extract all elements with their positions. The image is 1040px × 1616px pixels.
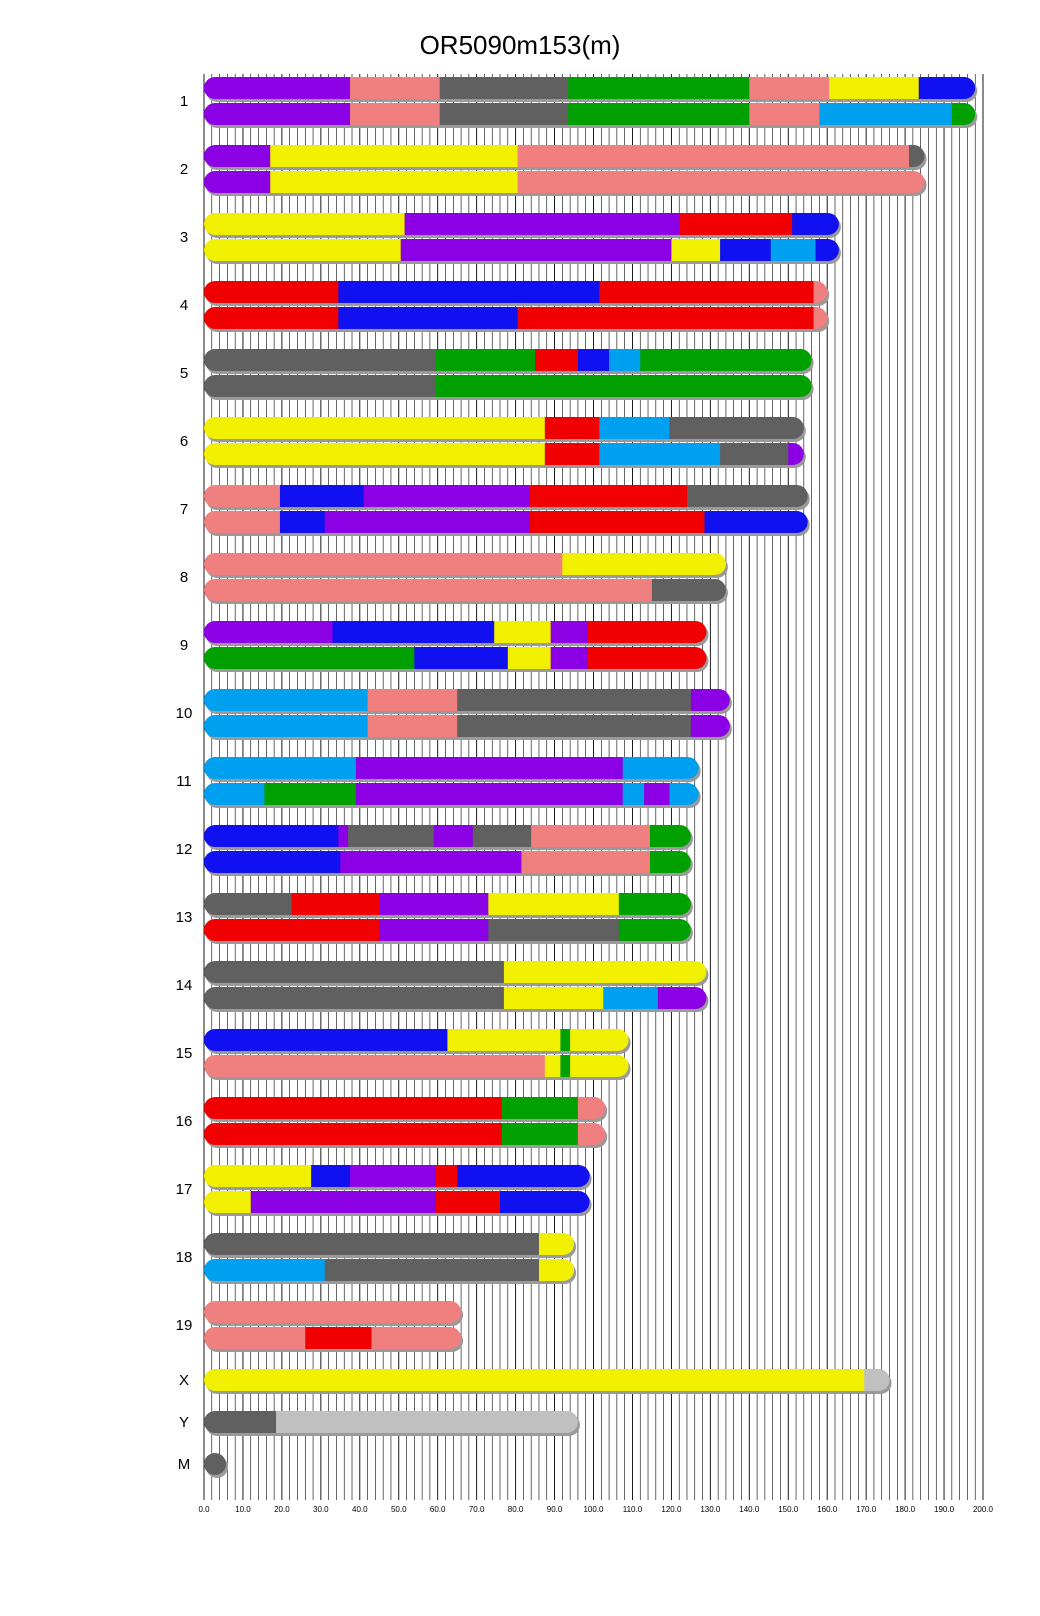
segment-purple [691,715,730,737]
segment-gray [473,825,532,847]
segment-gray [348,825,434,847]
segment-purple [251,1191,436,1213]
segment-salmon [204,511,280,533]
segment-purple [691,689,730,711]
segment-yellow [204,417,545,439]
segment-red [535,349,578,371]
segment-red [204,919,380,941]
segment-purple [405,213,680,235]
segment-blue [338,281,599,303]
segment-blue [414,647,508,669]
segment-blue [280,511,325,533]
segment-blue [720,239,771,261]
segment-green [568,103,750,125]
segment-salmon [578,1123,606,1145]
chromosome-label: 14 [175,977,193,994]
segment-salmon [204,485,280,507]
segment-red [436,1165,458,1187]
chromosome-label: 19 [175,1317,193,1334]
chromosome-label: 8 [179,569,189,586]
segment-gray [720,443,789,465]
segment-purple [325,511,530,533]
segment-salmon [521,851,650,873]
segment-purple [204,103,350,125]
segment-red [292,893,380,915]
segment-salmon [749,103,820,125]
segment-purple [551,647,588,669]
segment-red [545,443,600,465]
segment-salmon [204,1055,545,1077]
segment-lightgray [864,1369,890,1391]
chromosome-label: 15 [175,1045,193,1062]
segment-yellow [539,1233,574,1255]
segment-green [619,893,691,915]
segment-red [588,647,707,669]
x-tick-label: 130.0 [700,1505,721,1514]
x-tick-label: 150.0 [778,1505,799,1514]
segment-blue [457,1165,590,1187]
segment-salmon [204,1301,461,1323]
segment-salmon [204,1327,306,1349]
x-tick-label: 40.0 [352,1505,368,1514]
segment-purple [204,621,333,643]
x-axis-ticks [198,1505,993,1514]
segment-green [619,919,691,941]
haplotype-bar [204,1097,606,1119]
segment-skyblue [609,349,641,371]
chromosome-label: 5 [179,365,189,382]
haplotype-bar [204,485,808,507]
segment-gray [488,919,619,941]
haplotype-bar [204,893,691,915]
haplotype-bar [204,1029,629,1051]
segment-purple [644,783,670,805]
chromosome-label: 12 [175,841,193,858]
segment-skyblue [623,783,645,805]
segment-blue [204,1029,448,1051]
segment-skyblue [623,757,699,779]
segment-salmon [350,77,440,99]
chromosome-label: 4 [179,297,189,314]
segment-red [204,1123,502,1145]
segment-salmon [204,579,652,601]
segment-skyblue [204,689,368,711]
x-tick-label: 50.0 [390,1505,407,1514]
haplotype-bar [204,647,707,669]
segment-red [599,281,814,303]
haplotype-bar [204,1165,590,1187]
segment-green [560,1055,570,1077]
segment-yellow [204,213,405,235]
segment-blue [333,621,495,643]
segment-yellow [504,961,707,983]
segment-purple [551,621,588,643]
chromosome-label: 2 [179,161,189,178]
segment-purple [338,825,348,847]
chromosome-label: 7 [179,501,189,518]
segment-salmon [578,1097,606,1119]
segment-yellow [270,145,518,167]
haplotype-bar [204,349,812,371]
segment-gray [652,579,726,601]
segment-red [204,307,339,329]
segment-yellow [488,893,619,915]
segment-purple [658,987,707,1009]
x-tick-label: 90.0 [546,1505,563,1514]
haplotype-bar [204,213,839,235]
segment-lightgray [276,1411,578,1433]
segment-yellow [829,77,919,99]
haplotype-bar [204,851,691,873]
haplotype-bar [204,715,730,737]
segment-blue [338,307,518,329]
segment-blue [578,349,610,371]
chromosome-label: 9 [179,637,189,654]
segment-green [560,1029,570,1051]
x-tick-label: 190.0 [934,1505,955,1514]
haplotype-bar [204,443,804,465]
segment-gray [440,103,569,125]
x-tick-label: 0.0 [198,1505,210,1514]
segment-blue [705,511,809,533]
segment-green [204,647,415,669]
segment-gray [204,987,504,1009]
segment-skyblue [204,1259,325,1281]
haplotype-bar [204,689,730,711]
segment-yellow [494,621,551,643]
haplotype-bar [204,1369,890,1391]
segment-green [264,783,356,805]
chart-title: OR5090m153(m) [419,30,621,60]
segment-blue [204,825,339,847]
segment-green [502,1097,578,1119]
segment-yellow [508,647,551,669]
x-tick-label: 200.0 [972,1505,994,1514]
haplotype-bar [204,1259,574,1281]
segment-gray [204,375,436,397]
segment-purple [204,171,271,193]
segment-purple [379,919,488,941]
haplotype-bar [204,783,699,805]
segment-salmon [204,553,563,575]
x-tick-label: 20.0 [274,1505,290,1514]
segment-yellow [562,553,726,575]
segment-yellow [671,239,720,261]
segment-gray [204,1411,276,1433]
segment-yellow [204,239,401,261]
segment-yellow [447,1029,560,1051]
segment-red [529,485,687,507]
segment-salmon [350,103,440,125]
haplotype-bar [204,103,976,125]
segment-green [436,375,812,397]
segment-purple [379,893,488,915]
segment-purple [356,783,623,805]
haplotype-bar [204,621,707,643]
haplotype-bar [204,579,726,601]
segment-purple [434,825,473,847]
segment-purple [204,145,271,167]
segment-salmon [368,689,458,711]
x-tick-label: 60.0 [429,1505,446,1514]
chromosome-label: 16 [175,1113,193,1130]
haplotype-bar [204,281,828,303]
chromosome-label: 10 [175,705,193,722]
chromosome-label: X [178,1372,190,1389]
segment-gray [457,715,691,737]
segment-blue [816,239,840,261]
haplotype-bar [204,375,812,397]
haplotype-bar [204,417,804,439]
segment-blue [792,213,839,235]
chromosome-label: 17 [175,1181,193,1198]
chromosome-label: 13 [175,909,193,926]
segment-red [529,511,705,533]
segment-purple [204,77,350,99]
haplotype-bar [204,987,707,1009]
segment-blue [500,1191,590,1213]
segment-red [436,1191,501,1213]
haplotype-bar [204,1301,461,1323]
haplotype-bar [204,307,828,329]
x-tick-label: 120.0 [661,1505,682,1514]
x-tick-label: 70.0 [468,1505,485,1514]
x-tick-label: 110.0 [622,1505,643,1514]
segment-skyblue [599,443,720,465]
segment-salmon [531,825,650,847]
segment-purple [364,485,530,507]
segment-green [650,825,691,847]
chromosome-label: M [177,1456,191,1473]
segment-gray [204,349,436,371]
haplotype-bar [204,1055,629,1077]
segment-skyblue [204,715,368,737]
x-tick-label: 100.0 [583,1505,604,1514]
segment-gray [204,961,504,983]
segment-green [650,851,691,873]
haplotype-bar [204,77,976,99]
haplotype-bar [204,1233,574,1255]
segment-skyblue [819,103,952,125]
segment-gray [669,417,804,439]
segment-gray [204,893,292,915]
chromosome-label: 18 [175,1249,193,1266]
segment-purple [356,757,623,779]
haplotype-bar [204,239,839,261]
segment-red [204,1097,502,1119]
segment-green [640,349,812,371]
x-tick-label: 160.0 [817,1505,838,1514]
haplotype-bar [204,1327,461,1349]
segment-blue [311,1165,350,1187]
x-tick-label: 140.0 [739,1505,760,1514]
x-tick-label: 30.0 [313,1505,329,1514]
chromosome-label: 1 [179,93,189,110]
segment-green [502,1123,578,1145]
segment-yellow [204,1165,312,1187]
haplotype-bar [204,145,925,167]
segment-yellow [504,987,604,1009]
segment-yellow [204,1191,251,1213]
segment-salmon [518,145,910,167]
segment-yellow [570,1055,629,1077]
segment-skyblue [204,783,265,805]
segment-skyblue [603,987,658,1009]
segment-gray [204,1233,539,1255]
segment-green [568,77,750,99]
chromosome-label: 6 [179,433,189,450]
segment-salmon [368,715,458,737]
segment-red [588,621,707,643]
segment-gray [687,485,808,507]
x-tick-label: 180.0 [895,1505,916,1514]
segment-yellow [539,1259,574,1281]
haplotype-bar [204,511,808,533]
segment-red [204,281,339,303]
haplotype-bar [204,553,726,575]
segment-green [436,349,536,371]
segment-purple [401,239,672,261]
haplotype-bar [204,919,691,941]
segment-blue [204,851,341,873]
chromosome-bars [204,77,977,1478]
segment-red [545,417,600,439]
haplotype-bar [204,1123,606,1145]
segment-green [952,103,976,125]
segment-red [679,213,792,235]
haplotype-bar [204,1411,578,1433]
segment-yellow [204,1369,865,1391]
chromosome-labels [176,93,193,1473]
segment-skyblue [771,239,816,261]
segment-yellow [545,1055,561,1077]
x-tick-label: 10.0 [235,1505,251,1514]
haplotype-bar [204,1191,590,1213]
segment-yellow [270,171,518,193]
haplotype-bar [204,961,707,983]
segment-purple [340,851,522,873]
segment-blue [919,77,976,99]
segment-gray [440,77,569,99]
segment-gray [325,1259,540,1281]
x-tick-label: 80.0 [507,1505,524,1514]
segment-salmon [518,171,925,193]
segment-purple [350,1165,436,1187]
segment-blue [280,485,364,507]
segment-gray [457,689,691,711]
segment-salmon [371,1327,461,1349]
chromosome-label: 11 [176,773,192,790]
chromosome-label: Y [178,1414,190,1431]
haplotype-bar [204,825,691,847]
segment-red [305,1327,372,1349]
segment-yellow [204,443,545,465]
haplotype-bar [204,757,699,779]
segment-red [518,307,814,329]
segment-yellow [570,1029,629,1051]
segment-skyblue [204,757,356,779]
segment-salmon [749,77,829,99]
x-tick-label: 170.0 [856,1505,877,1514]
chromosome-label: 3 [179,229,189,246]
segment-skyblue [599,417,670,439]
haplotype-bar [204,171,925,193]
segment-skyblue [669,783,699,805]
